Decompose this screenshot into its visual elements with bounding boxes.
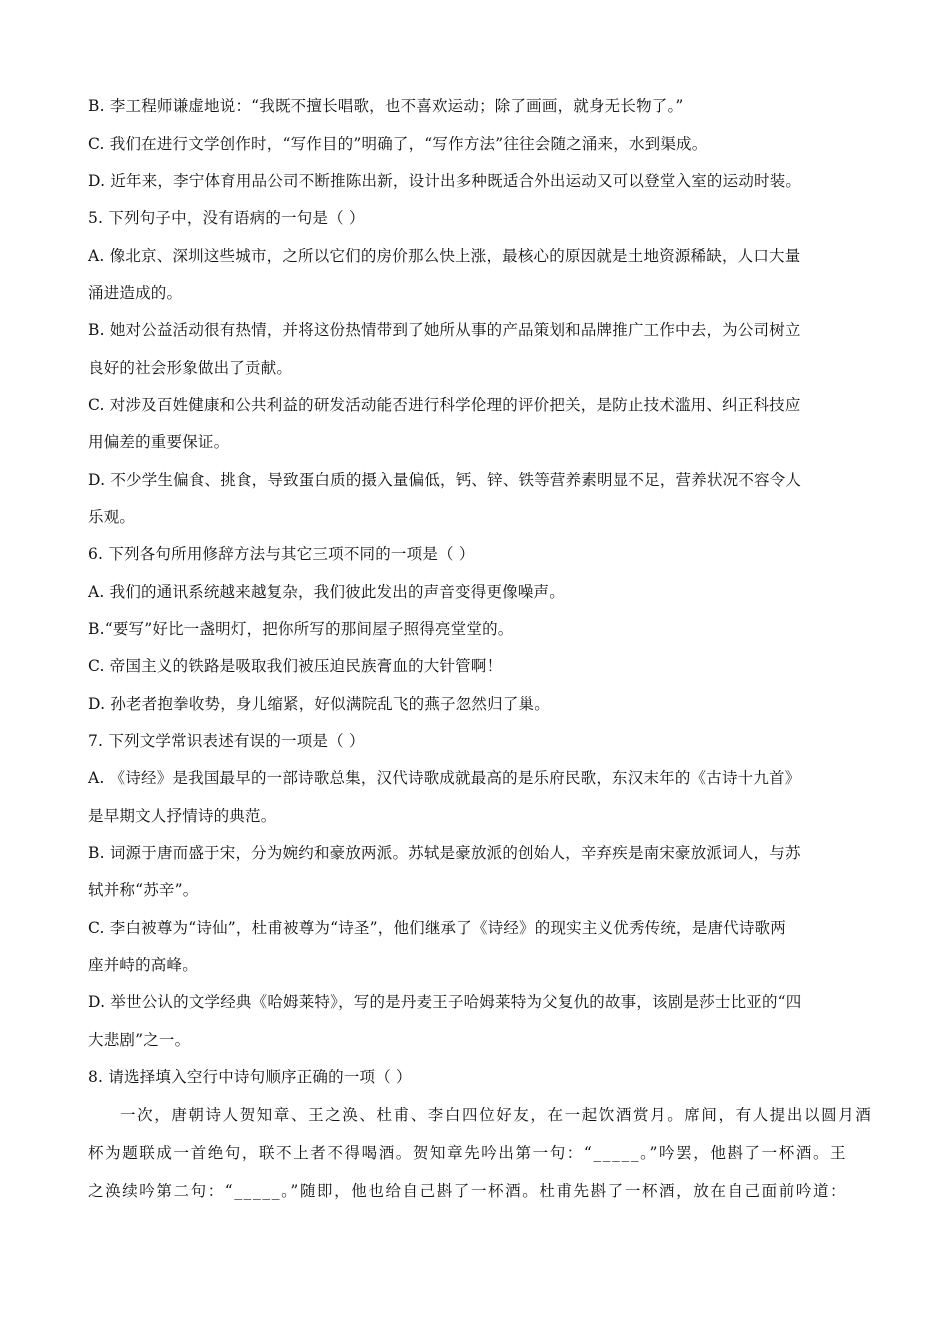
text-line: 是早期文人抒情诗的典范。 (88, 807, 277, 825)
text-line: 乐观。 (88, 508, 136, 526)
text-line: 大悲剧”之一。 (88, 1031, 191, 1049)
text-line: 用偏差的重要保证。 (88, 433, 230, 451)
text-line: C. 我们在进行文学创作时，“写作目的”明确了，“写作方法”往往会随之涌来，水到渠成。 (88, 135, 708, 153)
text-line: A. 《诗经》是我国最早的一部诗歌总集，汉代诗歌成就最高的是乐府民歌，东汉末年的《古诗十九首》 (88, 769, 801, 787)
text-line: D. 近年来，李宁体育用品公司不断推陈出新，设计出多种既适合外出运动又可以登堂入室的运动时装。 (88, 172, 802, 190)
question-6-stem: 6. 下列各句所用修辞方法与其它三项不同的一项是（ ） (88, 545, 475, 563)
passage-line: 之涣续吟第二句：“_____。”随即，他也给自己斟了一杯酒。杜甫先斟了一杯酒，放在自己面前吟道： (88, 1182, 848, 1200)
text-line: C. 帝国主义的铁路是吸取我们被压迫民族膏血的大针管啊！ (88, 657, 503, 675)
text-line: B. 李工程师谦虚地说：“我既不擅长唱歌，也不喜欢运动；除了画画，就身无长物了。” (88, 97, 684, 115)
passage-line: 一次，唐朝诗人贺知章、王之涣、杜甫、李白四位好友，在一起饮酒赏月。席间，有人提出以圆月酒 (120, 1106, 873, 1124)
text-line: D. 不少学生偏食、挑食，导致蛋白质的摄入量偏低，钙、锌、铁等营养素明显不足，营养状况不容令人 (88, 471, 802, 489)
text-line: A. 像北京、深圳这些城市，之所以它们的房价那么快上涨，最核心的原因就是土地资源稀缺，人口大量 (88, 247, 801, 265)
text-line: 良好的社会形象做出了贡献。 (88, 359, 293, 377)
text-line: B. 词源于唐而盛于宋，分为婉约和豪放两派。苏轼是豪放派的创始人，辛弃疾是南宋豪放派词人，与苏 (88, 844, 801, 862)
text-line: D. 举世公认的文学经典《哈姆莱特》，写的是丹麦王子哈姆莱特为父复仇的故事，该剧是莎士比亚的“四 (88, 993, 802, 1011)
text-line: B. 她对公益活动很有热情，并将这份热情带到了她所从事的产品策划和品牌推广工作中去，为公司树立 (88, 321, 801, 339)
text-line: C. 李白被尊为“诗仙”，杜甫被尊为“诗圣”，他们继承了《诗经》的现实主义优秀传统，是唐代诗歌两 (88, 919, 786, 937)
question-5-stem: 5. 下列句子中，没有语病的一句是（ ） (88, 209, 365, 227)
text-line: B.“要写”好比一盏明灯，把你所写的那间屋子照得亮堂堂的。 (88, 620, 514, 638)
text-line: 涌进造成的。 (88, 284, 183, 302)
question-7-stem: 7. 下列文学常识表述有误的一项是（ ） (88, 732, 365, 750)
text-line: C. 对涉及百姓健康和公共利益的研发活动能否进行科学伦理的评价把关，是防止技术滥用、纠正科技应 (88, 396, 801, 414)
passage-line: 杯为题联成一首绝句，联不上者不得喝酒。贺知章先吟出第一句：“_____。”吟罢，他斟了一杯酒。王 (88, 1144, 848, 1162)
question-8-stem: 8. 请选择填入空行中诗句顺序正确的一项（ ） (88, 1068, 412, 1086)
text-line: 轼并称“苏辛”。 (88, 881, 199, 899)
text-line: 座并峙的高峰。 (88, 956, 198, 974)
text-line: A. 我们的通讯系统越来越复杂，我们彼此发出的声音变得更像噪声。 (88, 583, 565, 601)
text-line: D. 孙老者抱拳收势，身儿缩紧，好似满院乱飞的燕子忽然归了巢。 (88, 695, 550, 713)
